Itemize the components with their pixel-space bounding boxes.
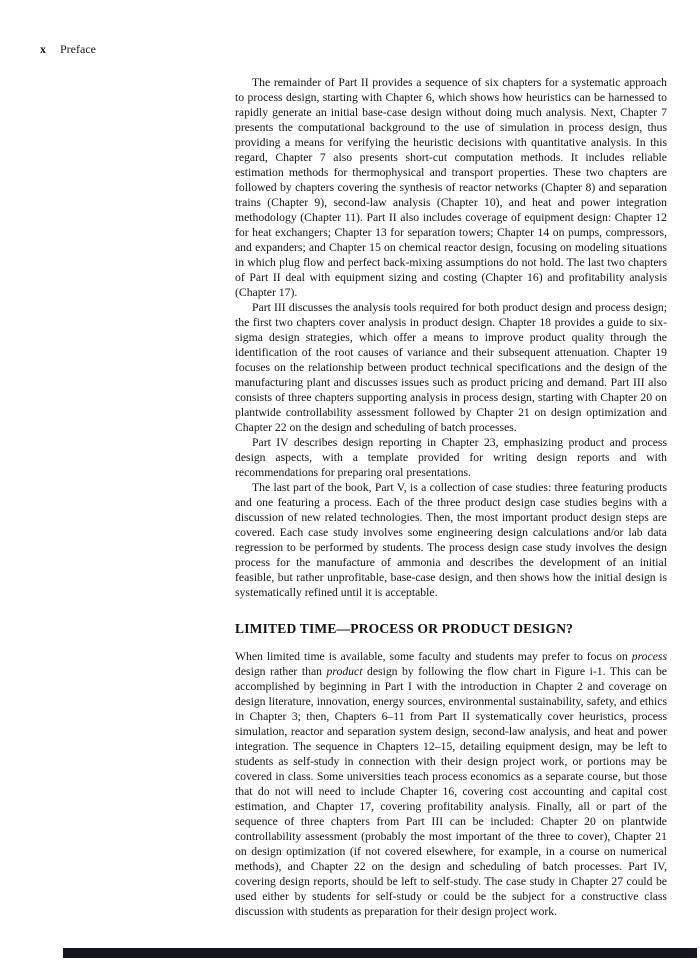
italic-term-process: process: [631, 650, 667, 663]
paragraph-part4-overview: Part IV describes design reporting in Chapter 23, emphasizing product and process design aspects, with a template provided for writing design reports and with recommendations for preparing oral presentations.: [235, 436, 667, 479]
section-heading: LIMITED TIME—PROCESS OR PRODUCT DESIGN?: [235, 621, 574, 636]
paragraph-part3-overview: Part III discusses the analysis tools required for both product design and process design; the first two chapters cover analysis in product design. Chapter 18 provides a guide to six-sigma design strategies, which offer a means to improve product quality through the identification of the root causes of variance and their subsequent attenuation. Chapter 19 focuses on the relationship between product technical specifications and the design of the manufacturing plant and discusses issues such as product pricing and demand. Part III also consists of three chapters supporting analysis in process design, starting with Chapter 20 on plantwide controllability assessment followed by Chapter 21 on design optimization and Chapter 22 on the design and scheduling of batch processes.: [235, 301, 667, 434]
page-header: [40, 42, 96, 57]
italic-term-product: product: [326, 665, 363, 678]
paragraph-limited-time: [235, 649, 667, 919]
paragraph-part2-overview: The remainder of Part II provides a sequence of six chapters for a systematic approach to process design, starting with Chapter 6, which shows how heuristics can be harnessed to rapidly generate an initial base-case design without doing much analysis. Next, Chapter 7 presents the computational background to the use of simulation in process design, thus providing a means for verifying the heuristic decisions with quantitative analysis. In this regard, Chapter 7 also presents short-cut computation methods. It includes reliable estimation methods for thermophysical and transport properties. These two chapters are followed by chapters covering the synthesis of reactor networks (Chapter 8) and separation trains (Chapter 9), second-law analysis (Chapter 10), and heat and power integration methodology (Chapter 11). Part II also includes coverage of equipment design: Chapter 12 for heat exchangers; Chapter 13 for separation towers; Chapter 14 on pumps, compressors, and expanders; and Chapter 15 on chemical reactor design, focusing on modeling situations in which plug flow and perfect back-mixing assumptions do not hold. The last two chapters of Part II deal with equipment sizing and costing (Chapter 16) and profitability analysis (Chapter 17).: [235, 76, 667, 299]
text-run: When limited time is available, some faculty and students may prefer to focus on: [235, 650, 632, 663]
running-title: Preface: [60, 42, 96, 56]
text-run: design by following the flow chart in Figure i-1. This can be accomplished by beginning in Part I with the introduction in Chapter 2 and coverage on design literature, innovation, energy sources, environmental sustainability, safety, and ethics in Chapter 3; then, Chapters 6–11 from Part II systematically cover heuristics, process simulation, reactor and separation system design, second-law analysis, and heat and power integration. The sequence in Chapters 12–15, detailing equipment design, may be left to students as self-study in connection with their design project work, or portions may be covered in class. Some universities teach process economics as a separate course, but those that do not will need to include Chapter 16, covering cost accounting and capital cost estimation, and Chapter 17, covering profitability analysis. Finally, all or part of the sequence of three chapters from Part III can be included: Chapter 20 on plantwide controllability assessment (probably the most important of the three to cover), Chapter 21 on design optimization (if not covered elsewhere, for example, in a course on numerical methods), and Chapter 22 on the design and scheduling of batch processes. Part IV, covering design reports, should be left to self-study. The case study in Chapter 27 could be used either by students for self-study or could be the subject for a constructive class discussion with students as preparation for their design project work.: [235, 665, 667, 918]
paragraph-part5-overview: The last part of the book, Part V, is a collection of case studies: three featuring products and one featuring a process. Each of the three product design case studies begins with a discussion of new related technologies. Then, the most important product design steps are covered. Each case study involves some engineering design calculations and/or lab data regression to be performed by students. The process design case study involves the design process for the manufacture of ammonia and describes the development of an initial feasible, but rather unprofitable, base-case design, and then shows how the initial design is systematically refined until it is acceptable.: [235, 481, 667, 599]
body-text-column: [235, 75, 667, 919]
page-number: x: [40, 42, 46, 56]
text-run: design rather than: [235, 665, 327, 678]
footer-bar: [63, 948, 697, 958]
